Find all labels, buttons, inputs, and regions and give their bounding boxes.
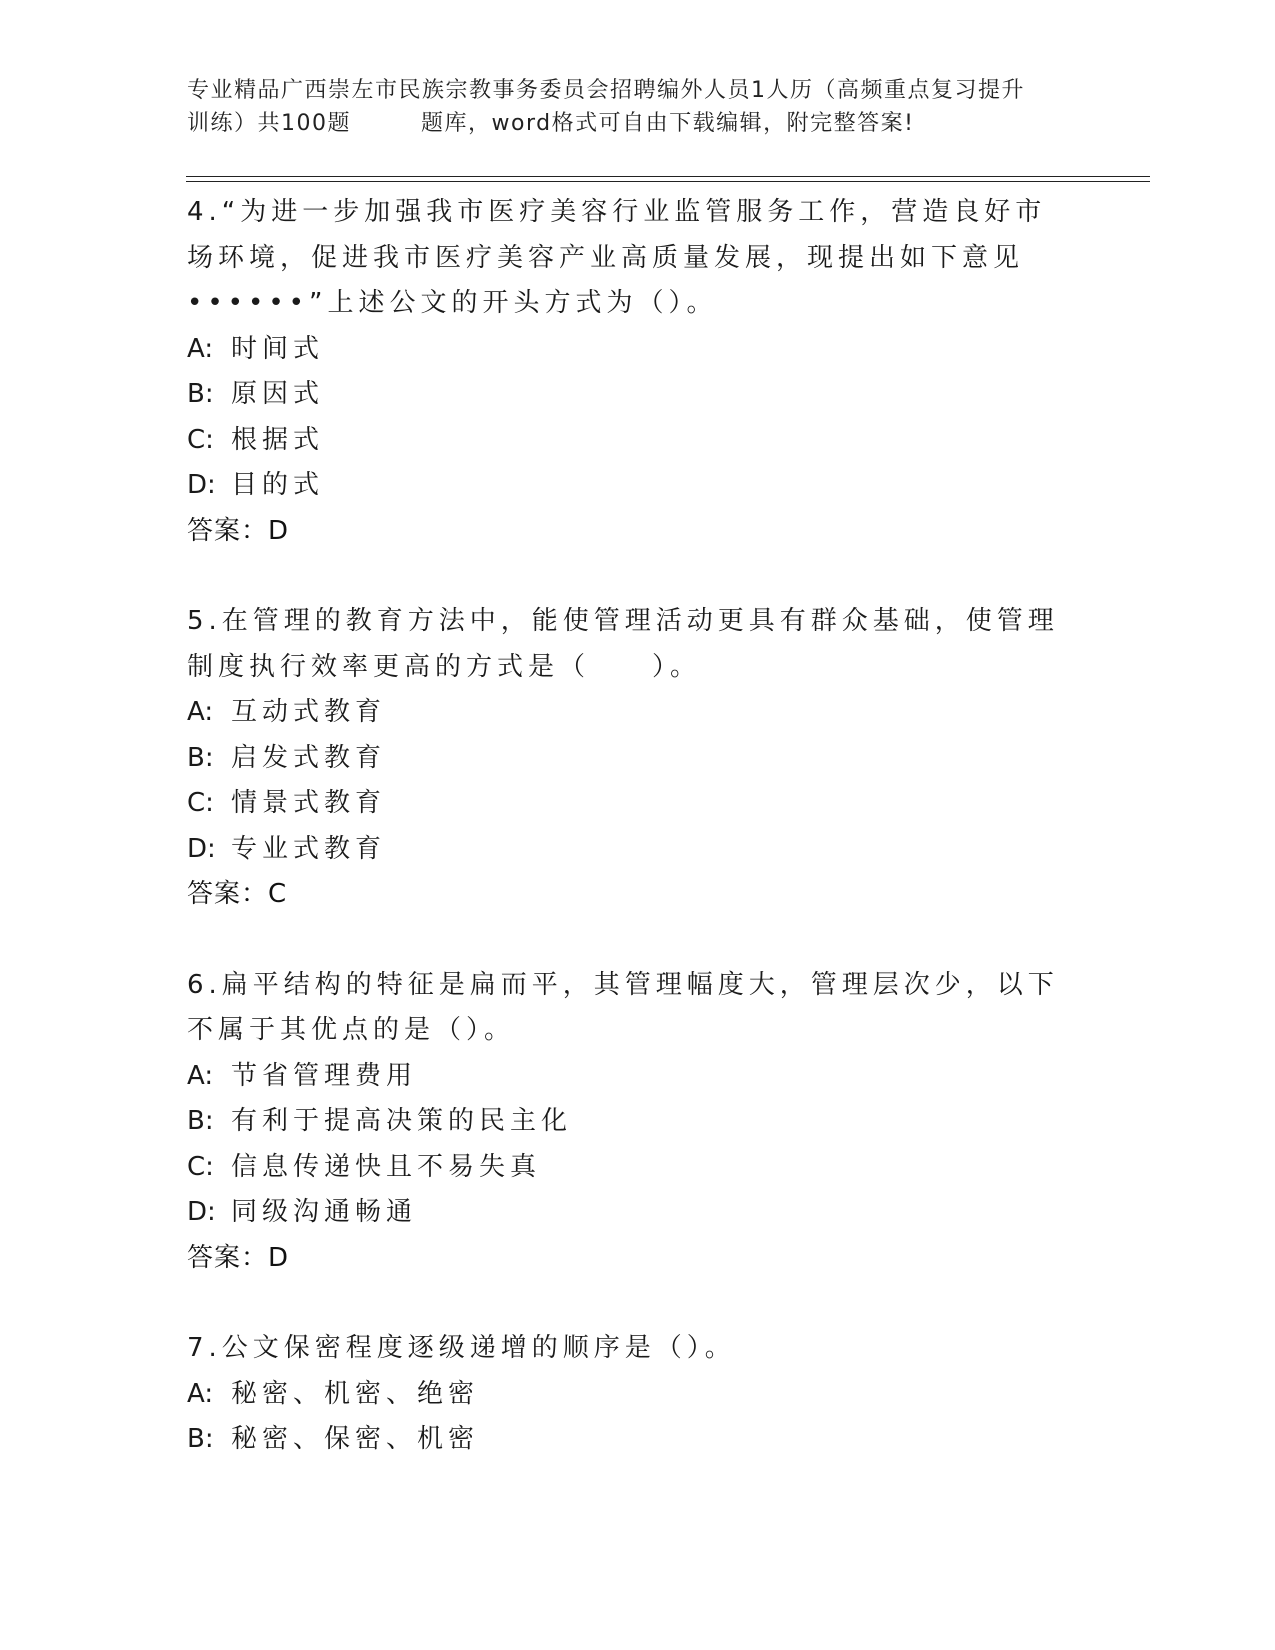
option-letter: B: — [187, 1424, 214, 1454]
option-text: 节省管理费用 — [231, 1060, 418, 1091]
option-letter: B: — [187, 742, 214, 773]
option-text: 根据式 — [231, 424, 325, 455]
option-letter: D: — [187, 470, 216, 500]
option-c — [187, 781, 1067, 827]
option-b — [187, 1417, 1067, 1463]
option-d — [187, 463, 1067, 509]
option-c — [187, 418, 1067, 464]
option-text: 专业式教育 — [231, 833, 387, 864]
option-a — [187, 1372, 1067, 1418]
option-letter: A: — [187, 1378, 214, 1409]
option-text: 秘密、机密、绝密 — [231, 1378, 480, 1409]
option-letter: C: — [187, 788, 214, 818]
answer-label: 答案：C — [187, 879, 288, 909]
option-letter: A: — [187, 333, 214, 364]
option-text: 时间式 — [231, 333, 325, 364]
option-text: 信息传递快且不易失真 — [231, 1151, 542, 1182]
option-letter: C: — [187, 1151, 214, 1182]
header-divider-bottom — [186, 181, 1150, 182]
header-line-2-part-1: 训练）共100题 — [187, 111, 351, 136]
answer-label: 答案：D — [187, 515, 290, 546]
question-5 — [187, 599, 1067, 918]
option-b — [187, 736, 1067, 782]
option-d — [187, 1190, 1067, 1236]
option-text: 原因式 — [231, 379, 325, 409]
option-letter: D: — [187, 1197, 216, 1227]
option-b — [187, 1099, 1067, 1145]
option-text: 启发式教育 — [231, 742, 387, 773]
option-text: 有利于提高决策的民主化 — [231, 1106, 573, 1136]
question-text: 5.在管理的教育方法中，能使管理活动更具有群众基础，使管理制度执行效率更高的方式是（ ）。 — [187, 606, 1059, 682]
option-text: 秘密、保密、机密 — [231, 1424, 480, 1454]
header-line-2-part-2: 题库，word格式可自由下载编辑，附完整答案! — [421, 111, 915, 136]
document-header — [187, 74, 1087, 140]
option-c — [187, 1145, 1067, 1191]
question-4 — [187, 190, 1067, 554]
option-d — [187, 827, 1067, 873]
option-letter: B: — [187, 1106, 214, 1136]
header-divider-top — [186, 176, 1150, 177]
option-a — [187, 327, 1067, 373]
header-line-1: 专业精品广西崇左市民族宗教事务委员会招聘编外人员1人历（高频重点复习提升 — [187, 78, 1025, 103]
option-letter: C: — [187, 424, 214, 455]
header-line-2 — [187, 107, 1087, 140]
answer-label: 答案：D — [187, 1242, 290, 1273]
option-letter: D: — [187, 833, 216, 864]
option-text: 同级沟通畅通 — [231, 1197, 418, 1227]
option-b — [187, 372, 1067, 418]
question-text: 7.公文保密程度逐级递增的顺序是（）。 — [187, 1333, 736, 1363]
question-6 — [187, 963, 1067, 1282]
option-text: 目的式 — [231, 470, 325, 500]
option-text: 互动式教育 — [231, 697, 387, 727]
option-text: 情景式教育 — [231, 788, 387, 818]
question-7 — [187, 1326, 1067, 1463]
option-letter: A: — [187, 697, 214, 727]
option-letter: B: — [187, 379, 214, 409]
option-a — [187, 690, 1067, 736]
option-letter: A: — [187, 1060, 214, 1091]
option-a — [187, 1054, 1067, 1100]
question-text: 4.“为进一步加强我市医疗美容行业监管服务工作，营造良好市场环境，促进我市医疗美容产业高质量发展，现提出如下意见 — [187, 197, 1047, 273]
question-text: 6.扁平结构的特征是扁而平，其管理幅度大，管理层次少，以下不属于其优点的是（）。 — [187, 969, 1059, 1045]
question-list — [187, 190, 1067, 1508]
question-text-continued: ••••••”上述公文的开头方式为（）。 — [187, 288, 718, 318]
